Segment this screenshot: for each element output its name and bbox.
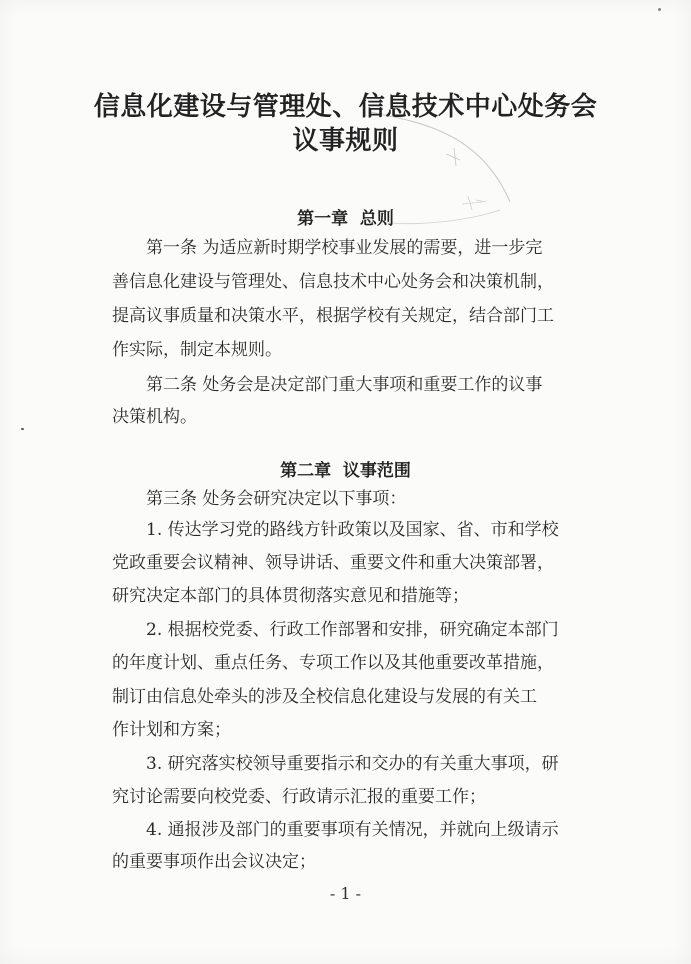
item-4-line-1: 4. 通报涉及部门的重要事项有关情况，并就向上级请示 bbox=[146, 820, 559, 840]
article-1-line-1: 第一条 为适应新时期学校事业发展的需要，进一步完 bbox=[146, 238, 543, 258]
article-1-line-3: 提高议事质量和决策水平，根据学校有关规定，结合部门工 bbox=[112, 306, 554, 326]
scan-speck bbox=[21, 428, 24, 430]
item-1-line-2: 党政重要会议精神、领导讲话、重要文件和重大决策部署， bbox=[112, 553, 554, 573]
item-4-line-2: 的重要事项作出会议决定； bbox=[112, 852, 316, 872]
item-2-line-2: 的年度计划、重点任务、专项工作以及其他重要改革措施， bbox=[112, 653, 554, 673]
chapter-2-heading: 第二章 议事范围 bbox=[280, 461, 411, 481]
item-3-line-2: 究讨论需要向校党委、行政请示汇报的重要工作； bbox=[112, 787, 486, 807]
article-2-line-2: 决策机构。 bbox=[112, 407, 197, 427]
article-1-line-2: 善信息化建设与管理处、信息技术中心处务会和决策机制， bbox=[112, 272, 554, 292]
item-2-line-4: 作计划和方案； bbox=[112, 720, 231, 740]
article-2-line-1: 第二条 处务会是决定部门重大事项和重要工作的议事 bbox=[146, 375, 543, 395]
document-title-line-2: 议事规则 bbox=[292, 126, 399, 156]
page-number: - 1 - bbox=[329, 884, 362, 903]
scan-speck bbox=[658, 8, 661, 11]
chapter-1-heading: 第一章 总则 bbox=[297, 209, 394, 229]
document-title-line-1: 信息化建设与管理处、信息技术中心处务会 bbox=[93, 92, 598, 122]
item-1-line-1: 1. 传达学习党的路线方针政策以及国家、省、市和学校 bbox=[146, 520, 559, 540]
article-1-line-4: 作实际，制定本规则。 bbox=[112, 340, 282, 360]
article-3-intro: 第三条 处务会研究决定以下事项： bbox=[146, 489, 407, 509]
item-1-line-3: 研究决定本部门的具体贯彻落实意见和措施等； bbox=[112, 586, 469, 606]
item-2-line-3: 制订由信息处牵头的涉及全校信息化建设与发展的有关工 bbox=[112, 687, 537, 707]
item-3-line-1: 3. 研究落实校领导重要指示和交办的有关重大事项，研 bbox=[146, 754, 559, 774]
item-2-line-1: 2. 根据校党委、行政工作部署和安排，研究确定本部门 bbox=[146, 620, 559, 640]
